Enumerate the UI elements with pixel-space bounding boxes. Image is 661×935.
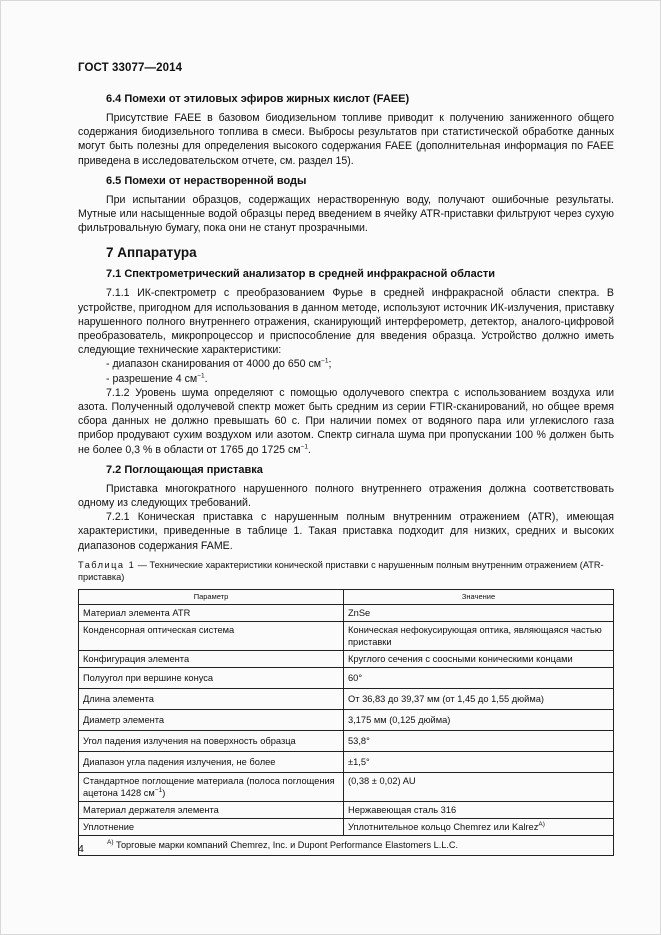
table-row — [79, 667, 614, 688]
value-cell: Уплотнительное кольцо Chemrez или Kalrez$^{A)}$ — [344, 818, 614, 835]
paragraph-7-2-1: 7.2.1 Коническая приставка с нарушенным полным внутренним отражением (ATR), имеющая характеристики, приведенные в таблице 1. Такая приставка подходит для низких, средних и высоких диапазонов содержания FAME. — [78, 511, 614, 552]
standard-header: ГОСТ 33077—2014 — [78, 62, 183, 74]
list-item-scan-range: - диапазон сканирования от 4000 до 650 $см^{-1}$; — [106, 357, 332, 371]
table-caption: Таблица 1 — Технические характеристики конической приставки с нарушенным полным внутренним отражением (ATR-приставка) — [78, 559, 604, 582]
section-6-5-text: При испытании образцов, содержащих нерастворенную воду, получают ошибочные результаты. Мутные или насыщенные водой образцы перед введением в ячейку ATR-приставки фильтруют через сухую фильтровальную бумагу, пока они не станут прозрачными. — [78, 193, 614, 235]
section-6-4-heading: 6.4 Помехи от этиловых эфиров жирных кислот (FAEE) — [106, 93, 410, 105]
list-item-resolution: - разрешение 4 $см^{-1}$. — [106, 372, 208, 385]
section-6-5-heading: 6.5 Помехи от нерастворенной воды — [106, 174, 307, 187]
section-6-4-text: Присутствие FAEE в базовом биодизельном топливе приводит к получению заниженного общего содержания биодизельного топлива в смеси. Выбросы результатов при статистической обработке данных могут быть полезны для определения высокого содержания FAEE (дополнительная информация по FAEE приведена в исследовательском отчете, см. раздел 15). — [78, 112, 614, 167]
table-row — [79, 688, 614, 709]
column-header-parameter: Параметр — [79, 589, 344, 604]
param-cell: Уплотнение — [79, 818, 344, 835]
specifications-table — [78, 589, 614, 856]
paragraph-7-1-2: 7.1.2 Уровень шума определяют с помощью одолучевого спектра с использованием воздуха или азота. Полученный одолучевой спектр может быть средним из серии FTIR-сканирований, но общее время сбора данных не должно превышать 60 с. При наличии помех от водяного пара или углекислого газа прибор продувают сухим воздухом или азотом. Спектр сигнала шума при пропускании 100 % должен быть не более 0,3 % в области от 1765 до 1725 $см^{-1}$. — [78, 386, 614, 456]
table-row — [79, 801, 614, 818]
section-7-1-heading: 7.1 Спектрометрический анализатор в средней инфракрасной области — [106, 268, 496, 281]
value-cell: 3,175 мм (0,125 дюйма) — [344, 709, 614, 730]
value-cell: (0,38 ± 0,02) AU — [344, 772, 614, 801]
value-cell: Круглого сечения с соосными коническими концами — [344, 650, 614, 667]
section-7-2-text: Приставка многократного нарушенного полного внутреннего отражения должна соответствовать одному из следующих требований. — [78, 482, 614, 510]
table-header-row — [79, 589, 614, 604]
table-row — [79, 751, 614, 772]
param-cell: Материал элемента ATR — [79, 604, 344, 621]
param-cell: Конденсорная оптическая система — [79, 621, 344, 650]
value-cell: Коническая нефокусирующая оптика, являющаяся частью приставки — [344, 621, 614, 650]
paragraph-7-1-1: 7.1.1 ИК-спектрометр с преобразованием Фурье в средней инфракрасной области спектра. В устройстве, пригодном для использования в данном методе, используют источник ИК-излучения, приставку нарушенного полного внутреннего отражения, сканирующий интерферометр, детектор, аналого-цифровой преобразователь, микропроцессор и приспособление для введения образца. Устройство должно иметь следующие технические характеристики: — [78, 287, 614, 357]
value-cell: ±1,5° — [344, 751, 614, 772]
value-cell: 60° — [344, 667, 614, 688]
table-row — [79, 772, 614, 801]
document-body — [78, 92, 614, 856]
param-cell: Диапазон угла падения излучения, не более — [79, 751, 344, 772]
param-cell: Диаметр элемента — [79, 709, 344, 730]
section-7-2-heading: 7.2 Поглощающая приставка — [106, 463, 263, 476]
table-row — [79, 650, 614, 667]
page-number: 4 — [78, 843, 84, 855]
table-row — [79, 621, 614, 650]
table-footnote-row — [79, 835, 614, 855]
param-cell: Длина элемента — [79, 688, 344, 709]
param-cell: Угол падения излучения на поверхность образца — [79, 730, 344, 751]
section-7-heading: 7 Аппаратура — [106, 245, 197, 261]
param-cell: Полуугол при вершине конуса — [79, 667, 344, 688]
table-row — [79, 604, 614, 621]
table-row — [79, 730, 614, 751]
column-header-value: Значение — [344, 589, 614, 604]
value-cell: 53,8° — [344, 730, 614, 751]
table-row — [79, 818, 614, 835]
param-cell: Стандартное поглощение материала (полоса поглощения ацетона 1428 $см^{-1}$) — [79, 772, 344, 801]
param-cell: Конфигурация элемента — [79, 650, 344, 667]
table-footnote: $^{A)}$ Торговые марки компаний Chemrez, Inc. и Dupont Performance Elastomers L.L.C. — [79, 835, 614, 855]
value-cell: Нержавеющая сталь 316 — [344, 801, 614, 818]
param-cell: Материал держателя элемента — [79, 801, 344, 818]
table-row — [79, 709, 614, 730]
value-cell: ZnSe — [344, 604, 614, 621]
value-cell: От 36,83 до 39,37 мм (от 1,45 до 1,55 дюйма) — [344, 688, 614, 709]
